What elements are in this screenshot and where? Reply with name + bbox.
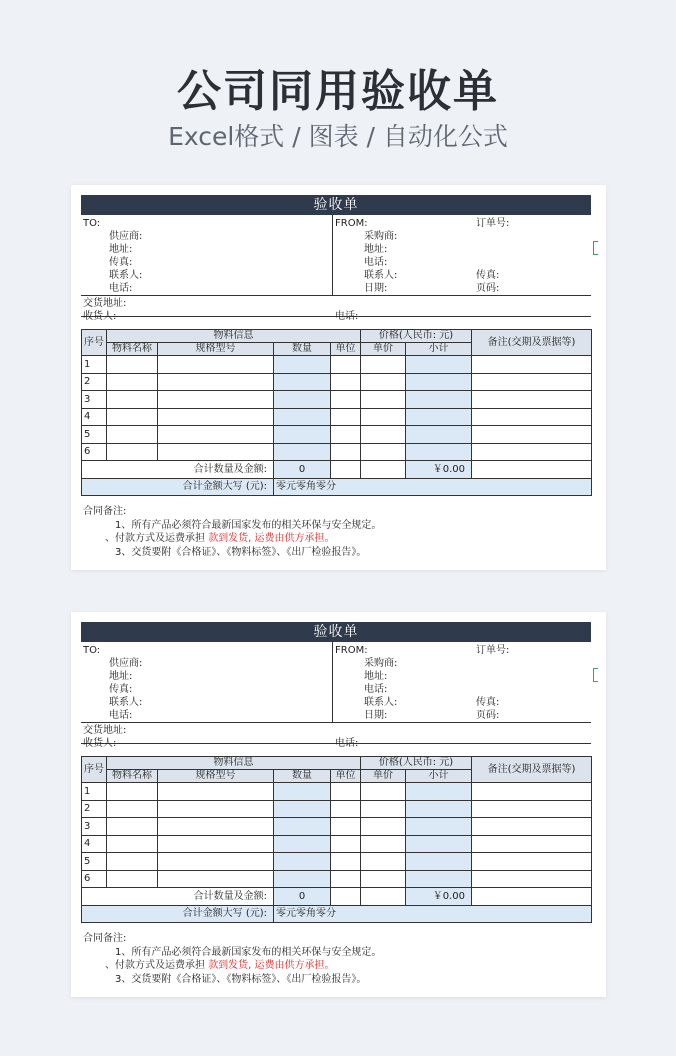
table-row: [82, 356, 592, 374]
col-subtotal: 小计: [406, 770, 472, 783]
col-material-name: 物料名称: [107, 343, 158, 356]
contact-label: 联系人:: [109, 270, 143, 281]
receiver-label: 收货人:: [83, 738, 117, 749]
phone-label: 电话:: [109, 283, 133, 294]
items-table: [81, 756, 592, 923]
row-seq: 4: [82, 835, 107, 853]
to-label: TO:: [83, 645, 101, 656]
note-line-3: 3、交货要附《合格证》、《物料标签》、《出厂检验报告》。: [115, 546, 367, 558]
total-row: [82, 888, 592, 906]
col-price-group: 价格(人民币: 元): [361, 757, 472, 770]
page-title: 公司同用验收单: [177, 66, 499, 117]
acceptance-form: [81, 195, 591, 559]
from-label: FROM:: [335, 218, 368, 229]
row-seq: 6: [82, 870, 107, 888]
row-seq: 2: [82, 373, 107, 391]
receiver-phone-label: 电话:: [335, 738, 359, 749]
acceptance-sheet-preview-2: [71, 612, 606, 997]
delivery-address-label: 交货地址:: [83, 298, 127, 309]
row-seq: 2: [82, 800, 107, 818]
note-line-1: 1、所有产品必须符合最新国家发布的相关环保与安全规定。: [115, 946, 382, 958]
form-title: 验收单: [81, 195, 591, 215]
page-no-label: 页码:: [476, 710, 500, 721]
purchaser-label: 采购商:: [364, 658, 398, 669]
phone-label: 电话:: [109, 710, 133, 721]
note-line-2: [81, 532, 591, 546]
fax-label: 传真:: [109, 684, 133, 695]
table-row: [82, 443, 592, 461]
table-row: [82, 818, 592, 836]
cell-selection-marker: [593, 668, 598, 682]
purchaser-label: 采购商:: [364, 231, 398, 242]
receiver-label: 收货人:: [83, 311, 117, 322]
total-label: 合计数量及金额:: [107, 461, 274, 479]
note-line-2-highlight: 款到发货, 运费由供方承担。: [208, 533, 335, 544]
cell-selection-marker: [593, 241, 598, 255]
col-seq: 序号: [82, 757, 107, 783]
table-row: [82, 853, 592, 871]
acceptance-form: [81, 622, 591, 986]
items-table: [81, 329, 592, 496]
col-material-info: 物料信息: [107, 757, 361, 770]
receiver-phone-label: 电话:: [335, 311, 359, 322]
col-price-group: 价格(人民币: 元): [361, 330, 472, 343]
col-qty: 数量: [274, 770, 331, 783]
contact-label: 联系人:: [109, 697, 143, 708]
col-unit: 单位: [331, 770, 361, 783]
note-line-2-highlight: 款到发货, 运费由供方承担。: [208, 960, 335, 971]
row-seq: 3: [82, 391, 107, 409]
col-unit-price: 单价: [361, 343, 406, 356]
supplier-label: 供应商:: [109, 231, 143, 242]
from-address-label: 地址:: [364, 244, 388, 255]
row-seq: 1: [82, 783, 107, 801]
col-spec: 规格型号: [158, 770, 274, 783]
page-no-label: 页码:: [476, 283, 500, 294]
row-seq: 1: [82, 356, 107, 374]
row-seq: 3: [82, 818, 107, 836]
col-material-name: 物料名称: [107, 770, 158, 783]
capital-row: [82, 478, 592, 496]
delivery-address-label: 交货地址:: [83, 725, 127, 736]
capital-value: 零元零角零分: [274, 905, 592, 923]
party-info-section: [81, 215, 591, 322]
col-unit: 单位: [331, 343, 361, 356]
notes-title: 合同备注:: [83, 933, 127, 944]
col-qty: 数量: [274, 343, 331, 356]
note-line-2: [81, 959, 591, 973]
address-label: 地址:: [109, 671, 133, 682]
from-label: FROM:: [335, 645, 368, 656]
from-contact-label: 联系人:: [364, 697, 398, 708]
row-seq: 6: [82, 443, 107, 461]
table-row: [82, 373, 592, 391]
order-no-label: 订单号:: [476, 218, 510, 229]
col-remark: 备注(交期及票据等): [472, 757, 592, 783]
party-info-section: [81, 642, 591, 749]
table-row: [82, 408, 592, 426]
note-line-3: 3、交货要附《合格证》、《物料标签》、《出厂检验报告》。: [115, 973, 367, 985]
page-subtitle: Excel格式 / 图表 / 自动化公式: [168, 122, 508, 151]
total-qty: 0: [274, 888, 331, 906]
capital-label: 合计金额大写 (元):: [82, 478, 274, 496]
capital-row: [82, 905, 592, 923]
from-phone-label: 电话:: [364, 684, 388, 695]
capital-label: 合计金额大写 (元):: [82, 905, 274, 923]
col-material-info: 物料信息: [107, 330, 361, 343]
table-row: [82, 800, 592, 818]
col-seq: 序号: [82, 330, 107, 356]
row-seq: 5: [82, 853, 107, 871]
from-fax-label: 传真:: [476, 270, 500, 281]
col-subtotal: 小计: [406, 343, 472, 356]
capital-value: 零元零角零分: [274, 478, 592, 496]
table-row: [82, 870, 592, 888]
total-row: [82, 461, 592, 479]
acceptance-sheet-preview-1: [71, 185, 606, 570]
total-amount: ￥0.00: [406, 461, 472, 479]
fax-label: 传真:: [109, 257, 133, 268]
note-line-1: 1、所有产品必须符合最新国家发布的相关环保与安全规定。: [115, 519, 382, 531]
total-amount: ￥0.00: [406, 888, 472, 906]
address-label: 地址:: [109, 244, 133, 255]
from-address-label: 地址:: [364, 671, 388, 682]
form-title: 验收单: [81, 622, 591, 642]
row-seq: 4: [82, 408, 107, 426]
total-qty: 0: [274, 461, 331, 479]
note-line-2-text: 、付款方式及运费承担: [105, 960, 205, 971]
table-row: [82, 835, 592, 853]
from-phone-label: 电话:: [364, 257, 388, 268]
row-seq: 5: [82, 426, 107, 444]
from-contact-label: 联系人:: [364, 270, 398, 281]
order-no-label: 订单号:: [476, 645, 510, 656]
table-row: [82, 426, 592, 444]
col-remark: 备注(交期及票据等): [472, 330, 592, 356]
total-label: 合计数量及金额:: [107, 888, 274, 906]
contract-notes: [81, 932, 591, 986]
contract-notes: [81, 505, 591, 559]
col-unit-price: 单价: [361, 770, 406, 783]
table-row: [82, 783, 592, 801]
date-label: 日期:: [364, 710, 388, 721]
from-fax-label: 传真:: [476, 697, 500, 708]
table-row: [82, 391, 592, 409]
notes-title: 合同备注:: [83, 506, 127, 517]
supplier-label: 供应商:: [109, 658, 143, 669]
note-line-2-text: 、付款方式及运费承担: [105, 533, 205, 544]
col-spec: 规格型号: [158, 343, 274, 356]
to-label: TO:: [83, 218, 101, 229]
date-label: 日期:: [364, 283, 388, 294]
